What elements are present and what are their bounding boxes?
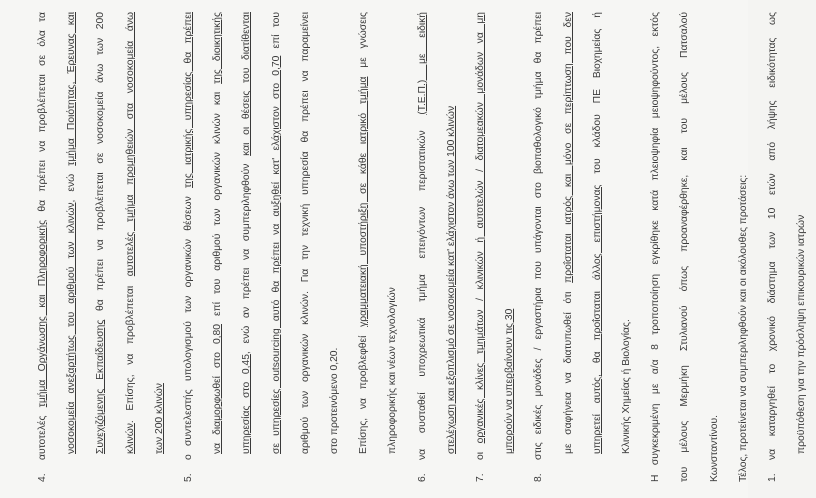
- text-line: [378, 12, 407, 482]
- underlined-text: (Τ.Ε.Π.) με ειδική: [416, 11, 428, 115]
- text-line: [437, 12, 466, 482]
- list-number: 6.: [416, 473, 428, 482]
- document-body: [28, 11, 808, 482]
- text-line: [174, 12, 203, 482]
- underlined-text: κλινών: [124, 423, 136, 454]
- list-number: 5.: [183, 473, 195, 482]
- underlined-text: προΐσταται ιατρός και μόνο σε περίπτωση που δεν: [562, 12, 574, 283]
- text-line: [291, 12, 320, 482]
- list-number: 1.: [767, 473, 779, 482]
- text-line: [145, 12, 174, 482]
- text-line: [583, 12, 612, 482]
- text-run: , ενώ: [66, 165, 78, 203]
- underlined-text: των 200 κλινών: [153, 383, 165, 454]
- underlined-text: νοσοκομεία ανεξαρτήτως του αριθμού των κλινών: [66, 202, 78, 454]
- text-run: προϋπόθεση για την πρόσληψη επικουρικών ιατρών: [796, 214, 808, 454]
- text-line: [612, 12, 641, 482]
- list-number: 4.: [37, 473, 48, 482]
- text-line: [86, 12, 115, 482]
- text-run: αριθμού των οργανικών κλινών. Για την τεχνική υπηρεσία θα πρέπει να παραμείνει: [299, 12, 311, 454]
- text-line: [787, 12, 816, 482]
- text-run: του μέλους Μερμήκη Στυλιανού όπως προαναφέρθηκε, και του μέλους Πατσαλού: [679, 12, 691, 482]
- text-run: οι: [475, 443, 487, 460]
- text-line: [700, 12, 729, 482]
- text-line: [203, 12, 232, 482]
- text-line: [641, 12, 670, 482]
- text-run: με γνώσεις: [358, 11, 370, 77]
- underlined-text: σε υπηρεσίες outsourcing αυτό θα πρέπει να αυξηθεί κατ' ελάχιστον στο 0,70: [270, 55, 282, 454]
- text-line: [232, 12, 261, 482]
- underlined-text: αυτοτελές τμήμα προμηθειών στα νοσοκομεία άνω: [124, 11, 136, 277]
- text-line: [262, 12, 291, 482]
- text-run: Τέλος, προτείνεται να συμπεριληφθούν και οι ακόλουθες προτάσεις:: [737, 174, 749, 482]
- text-run: επί του: [270, 11, 282, 56]
- text-line: [524, 12, 553, 482]
- text-run: να καταργηθεί το χρονικό διάστημα των 10 ετών από λήψης ειδικότητας ως: [767, 12, 779, 460]
- text-run: επί του αριθμού των οργανικών κλινών και: [212, 83, 224, 324]
- underlined-text: υπηρετεί αυτός, θα προΐσταται άλλος επιστήμονας: [591, 184, 603, 454]
- underlined-text: υπηρεσίας στο 0,45: [241, 354, 253, 454]
- text-run: ο συντελεστής υπολογισμού των οργανικών θέσεων: [183, 187, 195, 460]
- text-line: [554, 12, 583, 482]
- text-run: , ενώ αν πρέπει να συμπεριληφθούν: [241, 155, 253, 355]
- underlined-text: γραμματειακή υποστήριξη σε κάθε ιατρικό τμήμα: [358, 76, 370, 327]
- text-run: Η συγκεκριμένη με α/α 8 τροποποίηση εγκρίθηκε κατά πλειοψηφία μειοψηφούντος, εκτός: [650, 12, 662, 482]
- text-run: Κλινικής Χημείας ή Βιολογίας.: [621, 319, 633, 454]
- text-line: [495, 12, 524, 482]
- text-run: Κωνσταντίνου.: [708, 414, 720, 482]
- text-line: [729, 12, 758, 482]
- underlined-text: μπορούν να υπερβαίνουν τις 30: [504, 308, 516, 454]
- list-number: 8.: [533, 473, 545, 482]
- text-run: αυτοτελές: [37, 407, 48, 460]
- text-line: [670, 12, 699, 482]
- text-run: με σαφήνεια να διατυπωθεί ότι: [562, 282, 574, 454]
- list-number: 7.: [475, 473, 487, 482]
- text-line: [466, 12, 495, 482]
- text-line: [408, 12, 437, 482]
- text-run: θα πρέπει να προβλέπεται σε όλα τα: [37, 11, 48, 220]
- text-run: . Επίσης, να προβλέπεται: [124, 276, 136, 424]
- text-run: θα πρέπει να προβλέπεται σε νοσοκομεία άνω των 200: [95, 12, 107, 320]
- text-line: [28, 12, 57, 482]
- underlined-text: της ιατρικής υπηρεσίας θα πρέπει: [183, 12, 195, 188]
- text-run: Επίσης, να προβλεφθεί: [358, 326, 370, 454]
- underlined-text: Συνεχιζόμενης Εκπαίδευσης: [95, 319, 107, 454]
- underlined-text: και οι θέσεις του διατίθενται: [241, 12, 253, 156]
- text-run: να συσταθεί υποχρεωτικά τμήμα επειγόντων περιστατικών: [416, 114, 428, 460]
- text-run: του κλάδου ΠΕ Βιοχημείας ή: [591, 12, 603, 185]
- underlined-text: οργανικές κλίνες τμημάτων / κλινικών ή αυτοτελών / διατομεακών μονάδων να μη: [475, 12, 487, 444]
- text-line: [320, 12, 349, 482]
- underlined-text: στελέχωση και εξοπλισμό σε νοσοκομεία κατ' ελάχιστον άνω των 100 κλινών: [445, 105, 457, 454]
- text-line: [758, 12, 787, 482]
- underlined-text: της διοικητικής: [212, 12, 224, 84]
- underlined-text: τμήμα Ποιότητας, Έρευνας και: [66, 12, 78, 166]
- text-line: [349, 12, 378, 482]
- text-run: πληροφορικής και νέων τεχνολογιών: [387, 287, 399, 454]
- text-run: στις ειδικές μονάδες / εργαστήρια που υπάγονται στο βιοπαθολογικό τμήμα θα πρέπει: [533, 12, 545, 460]
- underlined-text: να διαμορφωθεί στο 0,80: [212, 324, 224, 454]
- text-run: στο προτεινόμενο 0,20.: [329, 347, 341, 454]
- text-line: [57, 12, 86, 482]
- underlined-text: τμήμα Οργάνωσης και Πληροφορικής: [37, 219, 48, 408]
- text-line: [116, 12, 145, 482]
